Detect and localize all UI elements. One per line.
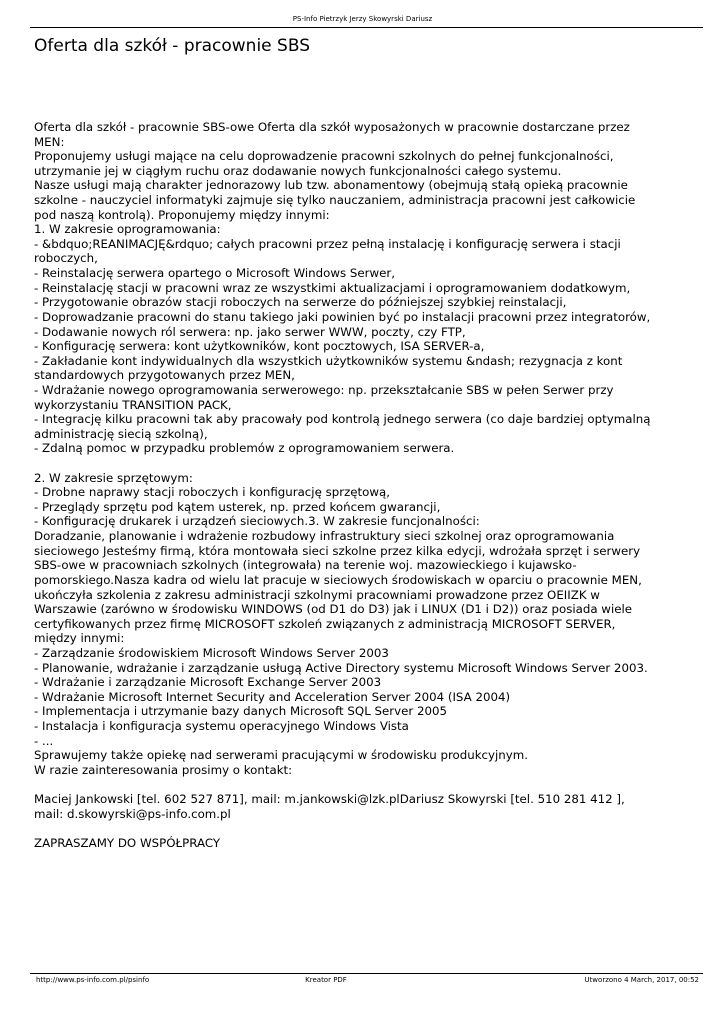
text-line: roboczych, [34, 251, 98, 266]
text-line: Nasze usługi mają charakter jednorazowy lub tzw. abonamentowy (obejmują stałą opieką pracownie [34, 178, 628, 193]
text-line: 2. W zakresie sprzętowym: [34, 470, 193, 485]
text-line: - &bdquo;REANIMACJĘ&rdquo; całych pracowni przez pełną instalację i konfigurację serwera i stacji [34, 236, 621, 251]
text-line: ukończyła szkolenia z zakresu administracji szkolnymi pracowniami prowadzone przez OEIIZK w [34, 587, 600, 602]
text-line: standardowych przygotowanych przez MEN, [34, 368, 295, 383]
text-line: SBS-owe w pracowniach szkolnych (integrowała) na terenie woj. mazowieckiego i kujawsko- [34, 558, 577, 573]
footer-url: http://www.ps-info.com.pl/psinfo [36, 976, 150, 984]
text-line: certyfikowanych przez firmę MICROSOFT szkoleń związanych z administracją MICROSOFT SERVER, [34, 616, 616, 631]
text-line: Oferta dla szkół - pracownie SBS-owe Oferta dla szkół wyposażonych w pracownie dostarczane przez [34, 120, 630, 134]
page-title: Oferta dla szkół - pracownie SBS [34, 36, 310, 56]
text-line: - Konfigurację serwera: kont użytkowników, kont pocztowych, ISA SERVER-a, [34, 339, 485, 354]
text-line: - Implementacja i utrzymanie bazy danych Microsoft SQL Server 2005 [34, 704, 447, 719]
text-line: - Przygotowanie obrazów stacji roboczych na serwerze do późniejszej szybkiej reinstalacji, [34, 295, 567, 310]
text-line: - Doprowadzanie pracowni do stanu takiego jaki powinien być po instalacji pracowni przez integratorów, [34, 309, 651, 324]
text-line: W razie zainteresowania prosimy o kontakt: [34, 762, 293, 777]
text-line: - Zakładanie kont indywidualnych dla wszystkich użytkowników systemu &ndash; rezygnacja z kont [34, 353, 623, 368]
blank-line [34, 821, 706, 836]
text-line: między innymi: [34, 631, 125, 646]
text-line: pomorskiego.Nasza kadra od wielu lat pracuje w sieciowych środowiskach w oparciu o pracownie MEN, [34, 572, 642, 587]
text-line: - Wdrażanie nowego oprogramowania serwerowego: np. przekształcanie SBS w pełen Serwer przy [34, 382, 614, 397]
text-line: - Reinstalację serwera opartego o Microsoft Windows Serwer, [34, 266, 395, 281]
text-line: sieciowego Jesteśmy firmą, która montowała sieci szkolne przez kilka edycji, wdrożała sprzęt i serwery [34, 543, 641, 558]
text-line: - Przeglądy sprzętu pod kątem usterek, np. przed końcem gwarancji, [34, 499, 441, 514]
text-line: - Dodawanie nowych ról serwera: np. jako serwer WWW, poczty, czy FTP, [34, 324, 466, 339]
text-line: mail: d.skowyrski@ps-info.com.pl [34, 806, 231, 821]
text-line: - ... [34, 733, 54, 748]
blank-line [34, 456, 706, 471]
text-line: - Konfigurację drukarek i urządzeń sieciowych.3. W zakresie funcjonalności: [34, 514, 480, 529]
text-line: szkolne - nauczyciel informatyki zajmuje się tylko nauczaniem, administracja pracowni jest całkowicie [34, 193, 636, 208]
text-line: wykorzystaniu TRANSITION PACK, [34, 397, 232, 412]
text-line: - Zdalną pomoc w przypadku problemów z oprogramowaniem serwera. [34, 441, 455, 456]
header-divider [30, 27, 703, 28]
text-line: utrzymanie jej w ciągłym ruchu oraz dodawanie nowych funkcjonalności całego systemu. [34, 163, 562, 178]
text-line: MEN: [34, 134, 65, 149]
text-line: Doradzanie, planowanie i wdrażenie rozbudowy infrastruktury sieci szkolnej oraz oprogramowania [34, 529, 615, 544]
text-line: 1. W zakresie oprogramowania: [34, 222, 221, 237]
footer-creator: Kreator PDF [305, 976, 347, 984]
text-line: - Instalacja i konfiguracja systemu operacyjnego Windows Vista [34, 718, 409, 733]
footer-created-date: Utworzono 4 March, 2017, 00:52 [584, 976, 699, 984]
footer-divider [30, 973, 703, 974]
text-line: - Zarządzanie środowiskiem Microsoft Windows Server 2003 [34, 645, 389, 660]
text-line: - Integrację kilku pracowni tak aby pracowały pod kontrolą jednego serwera (co daje bardziej optymalną [34, 412, 651, 427]
text-line: Maciej Jankowski [tel. 602 527 871], mail: m.jankowski@lzk.plDariusz Skowyrski [tel. 510 281 412 ], [34, 792, 625, 807]
text-line: Warszawie (zarówno w środowisku WINDOWS (od D1 do D3) jak i LINUX (D1 i D2)) oraz posiada wiele [34, 602, 633, 617]
page-header: PS-Info Pietrzyk Jerzy Skowyrski Dariusz [292, 15, 433, 23]
text-line: administrację siecią szkolną), [34, 426, 208, 441]
text-line: pod naszą kontrolą). Proponujemy między innymi: [34, 207, 330, 222]
text-line: Proponujemy usługi mające na celu doprowadzenie pracowni szkolnych do pełnej funkcjonalności, [34, 149, 614, 164]
document-body [34, 120, 706, 850]
text-line: - Reinstalację stacji w pracowni wraz ze wszystkimi aktualizacjami i oprogramowaniem dodatkowym, [34, 280, 631, 295]
text-line: Sprawujemy także opiekę nad serwerami pracującymi w środowisku produkcyjnym. [34, 748, 528, 763]
text-line: - Wdrażanie i zarządzanie Microsoft Exchange Server 2003 [34, 675, 382, 690]
text-line: - Drobne naprawy stacji roboczych i konfigurację sprzętową, [34, 485, 390, 500]
text-line: - Wdrażanie Microsoft Internet Security and Acceleration Server 2004 (ISA 2004) [34, 689, 511, 704]
text-line: - Planowanie, wdrażanie i zarządzanie usługą Active Directory systemu Microsoft Windows Server 2003. [34, 660, 648, 675]
text-line: ZAPRASZAMY DO WSPÓŁPRACY [34, 835, 221, 850]
blank-line [34, 777, 706, 792]
